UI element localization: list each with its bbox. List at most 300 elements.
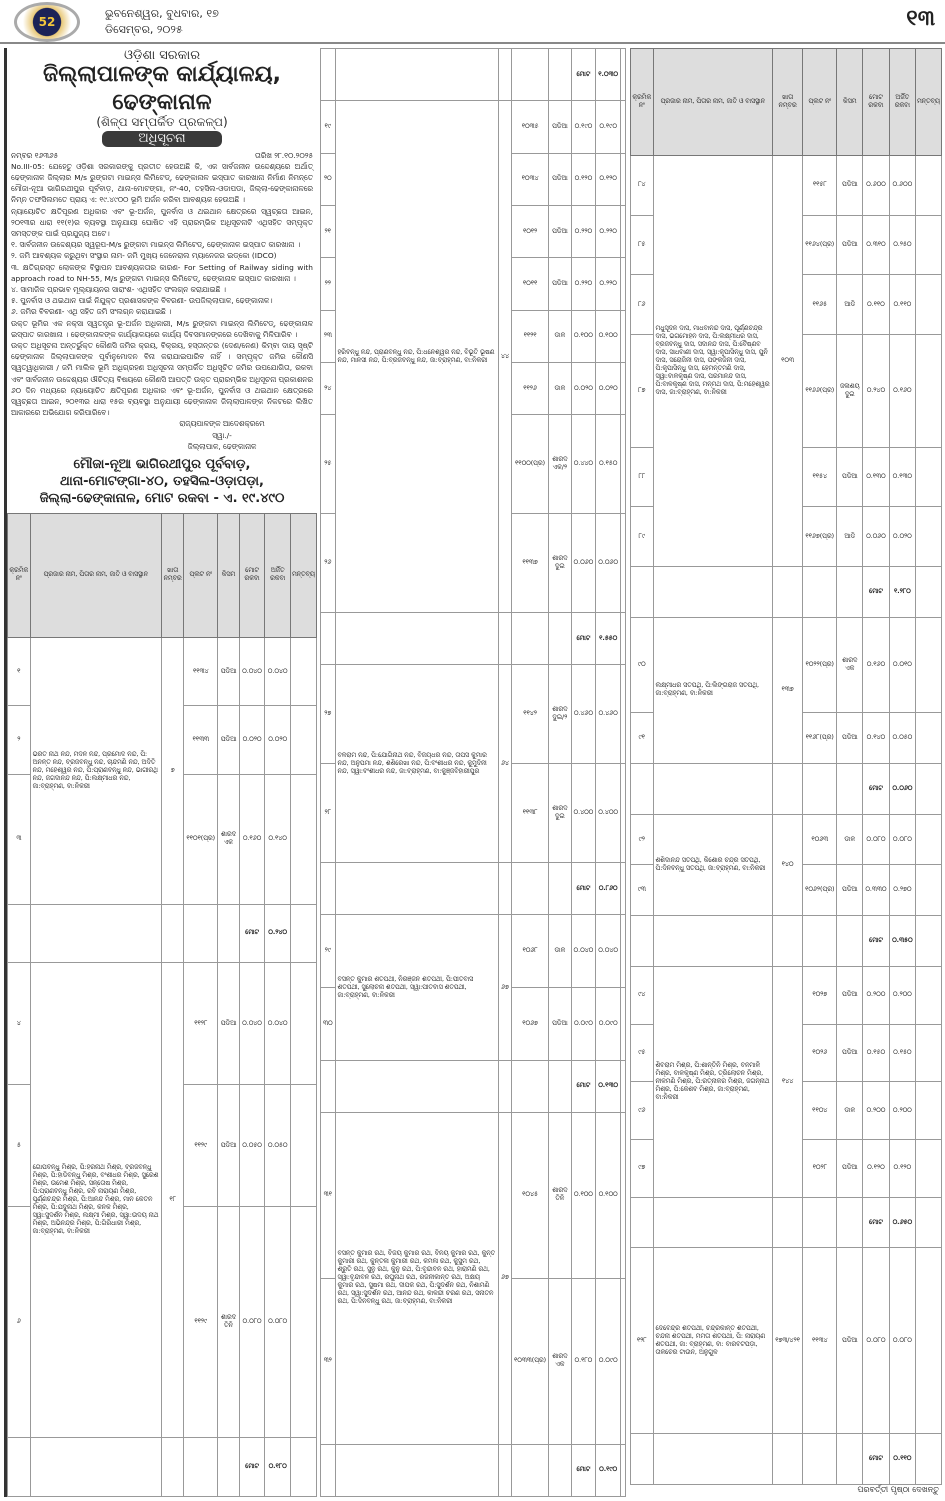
table-row: [631, 617, 942, 713]
total-row: [631, 1197, 942, 1248]
table-cell: ୬୭: [498, 1113, 511, 1444]
table-cell: [321, 1060, 336, 1112]
table-cell: ମୋଟ: [863, 764, 890, 815]
table-cell: ଲକ୍ଷ୍ମୀଧର ସତପଥି, ପି:ଲିଙ୍ଗରାଜ ସତପଥି, ଜା:ବ୍ରାହ୍ମଣ, ବା:ନିକରୀ: [653, 617, 773, 763]
table-cell: ୨୯: [321, 915, 336, 988]
table-cell: ୧୪୦: [773, 814, 803, 915]
table-cell: ୧୧୦୪: [803, 1082, 837, 1140]
subtitle: (ଶିଳ୍ପ ସମ୍ପର୍କିତ ପ୍ରକଳ୍ପ): [96, 115, 228, 130]
table-cell: [915, 916, 941, 967]
table-cell: ୦.୦୪୦: [239, 963, 265, 1085]
table-cell: ୦.୦୮୦: [863, 1248, 890, 1434]
table-cell: ୦.୧୨୦: [596, 153, 621, 205]
table-cell: [161, 904, 183, 963]
table-cell: [8, 904, 31, 963]
table-cell: ୦.୦୬୦: [596, 514, 621, 613]
table-cell: ଡାଳ: [837, 814, 863, 865]
table-cell: ୦.୦୬୦: [863, 507, 890, 567]
table-cell: ମୋଟ: [239, 904, 265, 963]
table-cell: ୧୧୫୮: [803, 155, 837, 215]
table-cell: ୦.୧୨୦: [571, 153, 596, 205]
table-cell: ୦.୬୫୦: [889, 1197, 915, 1248]
table-cell: ୨୫: [321, 415, 336, 514]
table-cell: [915, 814, 941, 865]
table-row: [631, 966, 942, 1024]
table-cell: ୦.୧୧୦: [863, 275, 890, 335]
table-cell: [653, 1197, 773, 1248]
notice-date: ତାରିଖ ୨୮.୧୦.୨୦୨୫: [254, 150, 313, 160]
table-cell: ୮୮: [631, 447, 654, 507]
column-header: ପ୍ରଜାର ନାମ, ପିତାର ନାମ, ଜାତି ଓ ବାସସ୍ଥାନ: [653, 49, 773, 156]
table-cell: [620, 101, 625, 153]
table-cell: [915, 617, 941, 713]
table-cell: ୦.୩୫୦: [889, 916, 915, 967]
table-cell: ୧୧୨୯: [184, 1085, 218, 1207]
table-cell: ୧୦୨୬: [803, 1024, 837, 1082]
table-cell: [290, 637, 316, 706]
table-cell: ଶାରଦ ଏକ: [218, 774, 240, 904]
table-cell: ୦.୦୪୦: [239, 637, 265, 706]
column-header: ଅର୍ଜିତ ରକବା: [889, 49, 915, 156]
table-cell: ୦.୧୯୦: [596, 101, 621, 153]
table-cell: ଶାରଦ ଏକ: [549, 1278, 571, 1444]
table-cell: ଶାରଦ ତିନି: [549, 1113, 571, 1279]
table-cell: [803, 916, 837, 967]
table-cell: [184, 1438, 218, 1497]
table-cell: ୦.୪୦୦: [571, 764, 596, 863]
signature-line: ରାଜ୍ୟପାଳଙ୍କ ଆଦେଶକ୍ରମେ: [179, 419, 265, 429]
table-cell: ୦.୧୩୦: [889, 447, 915, 507]
table-cell: ଜଳାଶୟ ଦୁଇ: [837, 334, 863, 447]
signature-line: ଜିଲ୍ଲାପାଳ, ଢେଙ୍କାନାଳ: [187, 441, 257, 451]
table-cell: ୦.୧୨୦: [863, 1139, 890, 1197]
table-cell: [620, 310, 625, 362]
table-cell: ୯୬: [631, 1082, 654, 1140]
mouza-heading: ମୌଜା-ନୂଆ ଭାଗିରଥୀପୁର ପୂର୍ବବାଡ଼, ଥାନା-ମୋଟଙ୍ଗା-୪୦, ତହସିଲ-ଓଡ଼ାପଡ଼ା, ଜିଲ୍ଲା-ଢେଙ୍କାନାଳ, ମୋଟ ରକବା - ଏ. ୧୯.୪୯୦: [39, 457, 285, 507]
table-cell: [915, 155, 941, 215]
table-cell: ୦.୬୦୦: [863, 155, 890, 215]
table-cell: ୧୧୩୮: [512, 764, 549, 863]
table-cell: ୮୯: [631, 507, 654, 567]
table-cell: [915, 334, 941, 447]
table-cell: ୧୩୭: [773, 617, 803, 763]
table-cell: ୦.୨୦୦: [863, 966, 890, 1024]
table-cell: ୮୪: [631, 155, 654, 215]
table-cell: [837, 1434, 863, 1485]
table-cell: ୧୦୬୩: [803, 814, 837, 865]
table-cell: ପଡିଆ: [837, 1024, 863, 1082]
table-cell: ୨୧: [321, 205, 336, 257]
table-row: [321, 1113, 626, 1279]
notice-paragraph: ୨. ଜମି ଆବଶ୍ୟକ କରୁଥିବା ସଂସ୍ଥାର ନାମ- ଜମି ମୁଖ୍ୟ ଜେନେରାଲ ମ୍ୟାନେଜର ଇଡ୍‌କୋ (IDCO): [11, 251, 277, 261]
table-cell: ୦.୧୯୦: [596, 1444, 621, 1496]
table-cell: ଶିବରାମ ମିଶ୍ର, ପି:ଶାନ୍ତିନି ମିଶ୍ର, ବନମାଳି ମିଶ୍ର, ବାଳକୃଷ୍ଣ ମିଶ୍ର, ତ୍ରିଲୋଚନ ମିଶ୍ର, ନୀଳମଣି ମିଶ୍ର, ପି:ରତ୍ନାକର ମିଶ୍ର, ଜଗନ୍ନାଥ ମିଶ୍ର, ପି:କେଶବ ମିଶ୍ର, ଜା:ବ୍ରାହ୍ମଣ, ବା:ନିକରୀ: [653, 966, 773, 1197]
table-cell: [290, 1438, 316, 1497]
table-cell: [803, 1197, 837, 1248]
table-cell: ୦.୧୧୦: [889, 275, 915, 335]
table-cell: [549, 863, 571, 915]
table-cell: [498, 49, 511, 101]
table-cell: [631, 1434, 654, 1485]
table-cell: ଶାରଦ ଦୁଇ: [549, 514, 571, 613]
table-cell: [321, 863, 336, 915]
column-header: କ୍ରମିକ ନଂ: [631, 49, 654, 156]
table-cell: ୧୨୮: [631, 1248, 654, 1434]
table-cell: [512, 49, 549, 101]
table-cell: ମୋଟ: [863, 1197, 890, 1248]
table-cell: ୦.୦୯୦: [571, 988, 596, 1061]
office-title: ଜିଲ୍ଲାପାଳଙ୍କ କାର୍ଯ୍ୟାଳୟ, ଢେଙ୍କାନାଳ: [43, 62, 281, 116]
table-cell: [498, 1444, 511, 1496]
table-cell: ୦.୧୦୦: [571, 1113, 596, 1279]
table-cell: ୧୧୪୨: [512, 665, 549, 764]
table-cell: ୦.୦୫୦: [889, 713, 915, 764]
table-cell: [498, 863, 511, 915]
table-cell: [620, 764, 625, 863]
table-cell: ୦.୦୨୦: [571, 362, 596, 414]
table-cell: ୦.୦୯୦: [596, 1278, 621, 1444]
table-cell: ୦.୩୧୦: [863, 215, 890, 275]
table-cell: ମୋଟ: [863, 1434, 890, 1485]
notice-paragraph: ୩. କ୍ଷତିଗ୍ରସ୍ତ ଲୋକଙ୍କ ବିସ୍ଥାପନ ଆବଶ୍ୟକତାର କାରଣ- For Setting of Railway siding with approach road to NH-55, M/s ରୁଙ୍ଗଟା ମାଇନ୍ସ ଲିମିଟେଡ୍, ଢେଙ୍କାନାଳ ଇସ୍ପାତ କାରଖାନା ।: [11, 262, 313, 283]
table-cell: ପଡିଆ: [549, 153, 571, 205]
table-cell: ୧୧୦୧(ପ୍ର): [184, 774, 218, 904]
table-cell: [620, 49, 625, 101]
table-cell: [620, 1113, 625, 1279]
table-cell: [915, 447, 941, 507]
table-cell: ୧୦୨୨(ପ୍ର): [803, 617, 837, 713]
table-cell: [30, 1438, 161, 1497]
table-cell: ଡାଳ: [549, 915, 571, 988]
table-cell: ପଡିଆ: [218, 963, 240, 1085]
table-cell: [335, 863, 498, 915]
table-cell: ୧୦୪୫: [512, 1113, 549, 1279]
table-cell: ପଡିଆ: [837, 1139, 863, 1197]
table-cell: ୦.୦୮୦: [863, 814, 890, 865]
table-cell: ୩୨: [321, 1278, 336, 1444]
table-cell: [653, 1434, 773, 1485]
table-cell: ୨୦: [321, 153, 336, 205]
table-cell: [549, 49, 571, 101]
table-cell: [631, 567, 654, 618]
table-cell: ୩୦: [321, 988, 336, 1061]
table-cell: ୧୦୩: [773, 155, 803, 566]
table-cell: ଶାରଦ ତିନି: [218, 1207, 240, 1438]
table-cell: ୦.୧୧୦: [889, 1434, 915, 1485]
table-cell: [915, 764, 941, 815]
table-cell: [803, 764, 837, 815]
total-row: [321, 613, 626, 665]
table-cell: ୧୯: [321, 101, 336, 153]
table-cell: [321, 1444, 336, 1496]
table-row: [321, 665, 626, 764]
total-row: [8, 904, 317, 963]
notice-paragraph: No.III-05: ଯେହେତୁ ଓଡ଼ିଶା ସରକାରଙ୍କୁ ପ୍ରତୀତ ହେଉଅଛି କି, ଏକ ସାର୍ବଜନୀନ ଉଦ୍ଦେଶ୍ୟରେ ଅର୍ଥାତ୍ ଢେଙ୍କାନାଳ ଜିଲ୍ଲାର M/s ରୁଙ୍ଗଟା ମାଇନ୍ସ ଲିମିଟେଡ୍, ଢେଙ୍କାନାଳ ଇସ୍ପାତ କାରଖାନା ନିର୍ମାଣ ନିମନ୍ତେ ମୌଜା-ନୂଆ ଭାଗିରଥୀପୁର ପୂର୍ବବାଡ଼, ଥାନା-ମୋଟଙ୍ଗା, ନଂ-40, ତହସିଲ-ଓଡାପଡା, ଜିଲ୍ଲା-ଢେଙ୍କାନାଳରେ ନିମ୍ନ ତଫସିଲମତେ ପ୍ରାୟ ଏ: ୧୯.୪୯୦୦ ଭୂମି ଅର୍ଜନ କରିବା ଆବଶ୍ୟକ ହେଉଅଛି ।: [11, 161, 313, 205]
table-cell: ୦.୦୬୦: [571, 514, 596, 613]
table-cell: ୦.୧୦୦: [596, 1113, 621, 1279]
table-cell: ୧୧୨୧: [512, 310, 549, 362]
table-cell: [620, 1444, 625, 1496]
table-cell: ୦.୧୮୦: [265, 1438, 291, 1497]
table-cell: [653, 764, 773, 815]
table-cell: [837, 1197, 863, 1248]
total-row: [8, 1438, 317, 1497]
table-cell: ପଡିଆ: [218, 637, 240, 706]
table-cell: [549, 1060, 571, 1112]
table-cell: [773, 916, 803, 967]
table-cell: [837, 916, 863, 967]
table-cell: ୦.୨୨୦: [571, 258, 596, 310]
reference-number: ନମ୍ବର ୧୬୩୬୫: [11, 150, 59, 160]
table-cell: [290, 774, 316, 904]
table-cell: ହରିବନ୍ଧୁ ନନ୍ଦ, ପ୍ରାଣବନ୍ଧୁ ନନ୍ଦ, ପି:ଧନେଶ୍ୱର ନନ୍ଦ, ବିଭୂତି ଭୂଷଣ ନନ୍ଦ, ମାନସୀ ନନ୍ଦ, ପି:ବ୍ରଜବନ୍ଧୁ ନନ୍ଦ, ଜା:ବ୍ରାହ୍ମଣ, ବା:ନିକରୀ: [335, 101, 498, 613]
table-cell: [620, 665, 625, 764]
total-row: [321, 1060, 626, 1112]
table-cell: ମୋଟ: [571, 1444, 596, 1496]
table-cell: [773, 1434, 803, 1485]
table-cell: [915, 966, 941, 1024]
table-cell: ୦.୨୨୦: [596, 258, 621, 310]
table-cell: ୧୧୬୬(ପ୍ର): [803, 334, 837, 447]
table-cell: ୦.୦୨୦: [889, 507, 915, 567]
column-3: [630, 48, 942, 1497]
table-cell: ୦.୧୪୦: [863, 713, 890, 764]
table-cell: [549, 1444, 571, 1496]
table-cell: ମୋଟ: [571, 49, 596, 101]
table-row: [631, 814, 942, 865]
table-cell: ୦.୧୪୦: [265, 774, 291, 904]
table-cell: ୦.୨୭୦: [889, 865, 915, 916]
government-name: ଓଡ଼ିଶା ସରକାର: [123, 48, 201, 63]
table-cell: ଶାରଦ ଏକ: [837, 617, 863, 713]
table-cell: ୧୧୬୪(ପ୍ର): [803, 215, 837, 275]
table-cell: ୧୭୩/୪୨୧: [773, 1248, 803, 1434]
table-cell: [773, 764, 803, 815]
table-cell: [631, 764, 654, 815]
table-cell: ୧୧୩୪: [184, 637, 218, 706]
table-cell: [290, 1085, 316, 1207]
table-cell: [161, 1438, 183, 1497]
table-cell: [620, 1060, 625, 1112]
table-cell: [512, 1444, 549, 1496]
table-cell: [915, 1024, 941, 1082]
total-row: [321, 1444, 626, 1496]
table-cell: ପଡିଆ: [549, 205, 571, 257]
anniversary-logo: 52: [14, 2, 80, 42]
table-cell: ୧୧୬୫: [803, 275, 837, 335]
table-cell: ୦.୨୦୦: [889, 1082, 915, 1140]
table-cell: ୦.୩୩୦: [863, 865, 890, 916]
table-cell: [915, 713, 941, 764]
table-cell: ୧୦୨୭: [803, 966, 837, 1024]
table-cell: [653, 567, 773, 618]
table-cell: ପଡିଆ: [837, 215, 863, 275]
column-header: ଖାତା ନମ୍ବର: [773, 49, 803, 156]
table-cell: ୦.୧୨୦: [889, 1139, 915, 1197]
table-cell: [631, 1197, 654, 1248]
table-cell: ୦.୦୪୦: [265, 963, 291, 1085]
table-cell: ୨୩: [321, 310, 336, 362]
table-cell: [915, 215, 941, 275]
table-cell: [620, 863, 625, 915]
table-cell: ଶାରଦ ଏକ/୨: [549, 415, 571, 514]
table-cell: ୧୧୨୬: [512, 362, 549, 414]
table-cell: ୦.୪୪୦: [571, 415, 596, 514]
table-cell: [915, 1139, 941, 1197]
column-header: ପ୍ଲଟ ନଂ: [184, 514, 218, 638]
table-cell: ୦.୦୫୦: [265, 1085, 291, 1207]
column-header: ଖାତା ନମ୍ବର: [161, 514, 183, 638]
table-cell: ପଡିଆ: [218, 1085, 240, 1207]
table-cell: [512, 863, 549, 915]
table-cell: [8, 1438, 31, 1497]
table-cell: ୦.୦୯୦: [596, 988, 621, 1061]
table-cell: [653, 916, 773, 967]
table-cell: [620, 362, 625, 414]
table-cell: [915, 507, 941, 567]
table-cell: ୦.୧୬୦: [889, 334, 915, 447]
table-cell: ପଡିଆ: [549, 258, 571, 310]
total-row: [631, 764, 942, 815]
column-header: କିସମ: [837, 49, 863, 156]
table-cell: ଗୋପବନ୍ଧୁ ମିଶ୍ର, ପି:ହରନାଥ ମିଶ୍ର, ବ୍ରଜବନ୍ଧୁ ମିଶ୍ର, ପି:ହାଡିବନ୍ଧୁ ମିଶ୍ର, ବଂଶୀଧର ମିଶ୍ର, ସୁରେଶ ମିଶ୍ର, ଉମେଶ ମିଶ୍ର, ସନ୍ତୋଷ ମିଶ୍ର, ପି:ପ୍ରାଣବନ୍ଧୁ ମିଶ୍ର, ରବି ନାରାୟଣ ମିଶ୍ର, ପୂର୍ଣ୍ଣଚନ୍ଦ୍ର ମିଶ୍ର, ପି:ଆନନ୍ଦ ମିଶ୍ର, ମାନ କେତନ ମିଶ୍ର, ପି:ଯଦୁନାଥ ମିଶ୍ର, କନକ ମିଶ୍ର, ସ୍ୱା:ସୁଦର୍ଶନ ମିଶ୍ର, ଲକ୍ଷ୍ମୀ ମିଶ୍ର, ସ୍ୱା:ଉଦୟ ନାଥ ମିଶ୍ର, ଅଭିନନ୍ଦ୍ର ମିଶ୍ର, ପି:ଗିରିଧାରୀ ମିଶ୍ର, ଜା:ବ୍ରାହ୍ମଣ, ବା:ନିକରୀ: [30, 963, 161, 1438]
table-cell: ୧୪୪: [773, 966, 803, 1197]
table-cell: ୫: [8, 1085, 31, 1207]
table-cell: ୦.୧୮୦: [571, 1278, 596, 1444]
column-header: କ୍ରମିକ ନଂ: [8, 514, 31, 638]
table-cell: [335, 1060, 498, 1112]
table-cell: [837, 764, 863, 815]
table-cell: ୨୬: [321, 514, 336, 613]
column-header: ମୋଟ ରକବା: [239, 514, 265, 638]
table-cell: ୦.୦୮୦: [239, 1207, 265, 1438]
total-row: [631, 916, 942, 967]
table-cell: ୦.୬୦୦: [889, 155, 915, 215]
land-schedule-table: [320, 48, 626, 1497]
table-row: [321, 101, 626, 153]
table-cell: ମୋଟ: [863, 567, 890, 618]
table-cell: ୦.୧୦୦: [596, 310, 621, 362]
table-cell: ୦.୨୨୦: [571, 205, 596, 257]
table-cell: [620, 258, 625, 310]
column-header: ମୋଟ ରକବା: [863, 49, 890, 156]
table-cell: ୭: [161, 637, 183, 904]
table-cell: [620, 1278, 625, 1444]
table-cell: ପଡିଆ: [837, 966, 863, 1024]
notice-paragraph: ୪. ସାମାଜିକ ପ୍ରଭାବ ମୂଲ୍ୟାୟନର ସାରାଂଶ- ଏଥିସହିତ ସଂଲଗ୍ନ କରାଯାଇଛି ।: [11, 285, 227, 295]
table-cell: [321, 613, 336, 665]
table-cell: ୦.୦୨୦: [596, 362, 621, 414]
continued-note: ପରବର୍ତ୍ତୀ ପୃଷ୍ଠା ଦେଖନ୍ତୁ: [857, 1485, 939, 1494]
table-cell: ୯୨: [631, 814, 654, 865]
table-cell: [549, 613, 571, 665]
table-cell: ବସନ୍ତ କୁମାର ରଥ, ବିଜୟ କୁମାର ରଥ, ବିନୟ କୁମାର ରଥ, କୁନ୍ତ କୁମାରୀ ରଥ, କୁନ୍ତଳା କୁମାରୀ ରଥ, କମଳା ରଥ, କୁସୁମ ରଥ, ଶ୍ରୁତି ରଥ, ସୁନୁ ରଥ, କୁନୁ ରଥ, ପି:ବୃନ୍ଦାବନ ରଥ, ହାରାମଣି ରଥ, ସ୍ୱା:ବୃନ୍ଦାବନ ରଥ, ରଘୁନାଥ ରଥ, ରଜନୀକାନ୍ତ ରଥ, ଅକ୍ଷୟ କୁମାର ରଥ, ସୁଷମା ରଥ, ଦୀପକ ରଥ, ପି:ସୁଦର୍ଶନ ରଥ, ନିଶାମଣି ରଥ, ସ୍ୱା:ସୁଦର୍ଶନ ରଥ, ଆନନ୍ଦ ରଥ, କାଳନ୍ଦୀ ଚରଣ ରଥ, ସନାତନ ରଥ, ପି:ଦିନବନ୍ଧୁ ରଥ, ଜା:ବ୍ରାହ୍ମଣ, ବା:ନିକରୀ: [335, 1113, 498, 1444]
table-row: [631, 155, 942, 215]
table-cell: ୦.୨୫୦: [889, 215, 915, 275]
table-cell: ମୋଟ: [239, 1438, 265, 1497]
table-cell: ୦.୧୫୦: [596, 415, 621, 514]
table-cell: ଶଶିଦାନନ୍ଦ ସତପଥି, କିଶୋର ଚନ୍ଦ୍ର ସତପଥି, ପି:ଦିନବନ୍ଧୁ ସତପଥି, ଜା:ବ୍ରାହ୍ମଣ, ବା:ନିକରୀ: [653, 814, 773, 915]
table-cell: ୧୦୧୧: [512, 258, 549, 310]
table-cell: ୮୬: [631, 275, 654, 335]
table-cell: ୨୮: [321, 764, 336, 863]
table-cell: ୦.୦୪୦: [265, 637, 291, 706]
column-2: [320, 48, 626, 1497]
table-cell: ୦.୨୦୦: [889, 966, 915, 1024]
table-cell: [620, 613, 625, 665]
table-cell: ପଡିଆ: [218, 706, 240, 775]
table-cell: [335, 49, 498, 101]
notice-paragraph: ୧. ସାର୍ବଜନୀନ ଉଦ୍ଦେଶ୍ୟର ସ୍ୱରୂପ-M/s ରୁଙ୍ଗଟା ମାଇନ୍ସ ଲିମିଟେଡ୍, ଢେଙ୍କାନାଳ ଇସ୍ପାତ କାରଖାନା ।: [11, 240, 301, 250]
table-cell: [290, 963, 316, 1085]
table-cell: ୦.୧୦୦: [571, 310, 596, 362]
table-cell: ୦.୦୬୦: [889, 764, 915, 815]
table-cell: ୧୧୬୮(ପ୍ର): [803, 713, 837, 764]
table-cell: ୦.୦୮୦: [889, 814, 915, 865]
notification: [7, 48, 317, 513]
notice-paragraph: ୬. ଜମିର ବିବରଣୀ- ଏଥି ସହିତ ଜମି ସଂଲଗ୍ନ କରାଯାଇଛି ।: [11, 307, 172, 317]
table-cell: ଭରତ ନାଥ ନନ୍ଦ, ମଦନ ନନ୍ଦ, ପ୍ରମୋଦ ନନ୍ଦ, ପି: ଅନନ୍ତ ନନ୍ଦ, ବ୍ରଜବନ୍ଧୁ ନନ୍ଦ, ଚାନ୍ଦମଣି ନନ୍ଦ, ଅଦିତି ନନ୍ଦ, ମହେଶ୍ୱର ନନ୍ଦ, ପି:ପ୍ରାଣବନ୍ଧୁ ନନ୍ଦ, ଭାଗୀରଥି ନନ୍ଦ, ଜଗଦାନନ୍ଦ ନନ୍ଦ, ପି:ଲକ୍ଷ୍ମୀଧର ନନ୍ଦ, ଜା:ବ୍ରାହ୍ମଣ, ବା:ନିକରୀ: [30, 637, 161, 904]
table-cell: ୧୧୫୪: [803, 447, 837, 507]
table-cell: [321, 49, 336, 101]
table-cell: [30, 904, 161, 963]
table-cell: [620, 988, 625, 1061]
table-cell: ୦.୧୬୦: [863, 617, 890, 713]
column-1: [4, 48, 317, 1497]
table-cell: [498, 613, 511, 665]
table-cell: ୨: [8, 706, 31, 775]
table-cell: ୬୪: [498, 665, 511, 863]
table-cell: ୦.୦୫୦: [239, 1085, 265, 1207]
table-cell: [915, 1082, 941, 1140]
table-cell: ୦.୪୬୦: [571, 665, 596, 764]
table-cell: ୦.୧୫୦: [863, 1024, 890, 1082]
table-cell: ୯୩: [631, 865, 654, 916]
table-cell: ୧.୫୫୦: [596, 613, 621, 665]
dateline: ଭୁବନେଶ୍ୱର, ବୁଧବାର, ୧୭ ଡିସେମ୍ବର, ୨୦୨୫: [105, 7, 219, 36]
table-cell: ୧୧୩୭: [512, 514, 549, 613]
table-cell: ପଡିଆ: [837, 713, 863, 764]
table-cell: ୧୦୬୮: [512, 915, 549, 988]
column-header: ପ୍ଲଟ ନଂ: [803, 49, 837, 156]
table-cell: ୧୧୨୮: [184, 963, 218, 1085]
table-cell: ମୋଟ: [571, 863, 596, 915]
table-cell: ୦.୧୫୦: [889, 1024, 915, 1082]
table-cell: ୦.୦୪୦: [596, 915, 621, 988]
total-row: [631, 567, 942, 618]
table-cell: ୮୭: [631, 334, 654, 447]
table-cell: ୧୦୬୭: [512, 988, 549, 1061]
table-cell: ୦.୦୨୦: [265, 706, 291, 775]
table-cell: ୩: [8, 774, 31, 904]
table-cell: [620, 915, 625, 988]
table-cell: ୦.୦୨୦: [239, 706, 265, 775]
table-cell: ୦.୪୦୦: [596, 764, 621, 863]
table-cell: ୦.୮୬୦: [596, 863, 621, 915]
table-cell: ମୋଟ: [863, 916, 890, 967]
table-cell: [620, 514, 625, 613]
table-cell: [915, 1248, 941, 1434]
table-cell: ୨୭: [321, 665, 336, 764]
total-row: [321, 863, 626, 915]
table-cell: ମୋଟ: [571, 1060, 596, 1112]
table-row: [321, 915, 626, 988]
table-cell: ୯୭: [631, 1139, 654, 1197]
column-header: ପ୍ରଜାର ନାମ, ପିତାର ନାମ, ଜାତି ଓ ବାସସ୍ଥାନ: [30, 514, 161, 638]
table-cell: ୯୫: [631, 1024, 654, 1082]
column-header: ଅର୍ଜିତ ରକବା: [265, 514, 291, 638]
table-cell: [915, 1434, 941, 1485]
